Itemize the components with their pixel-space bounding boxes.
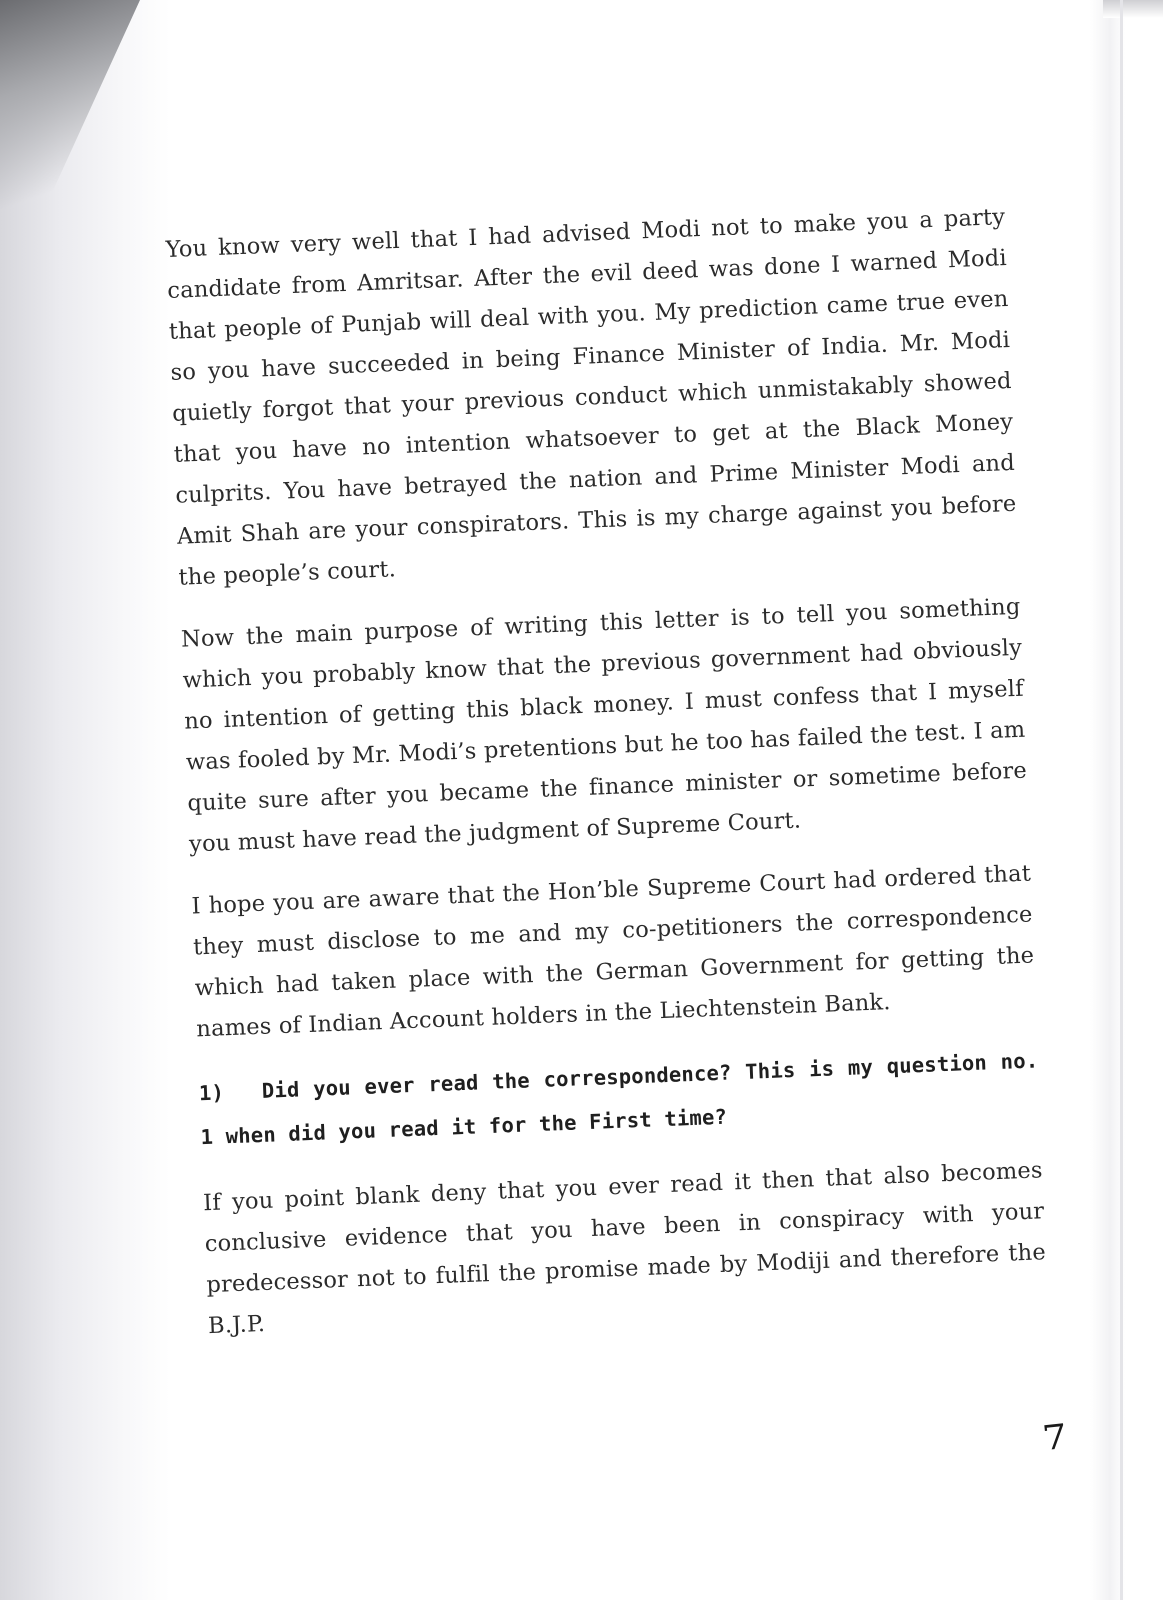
torn-corner-shadow [0,0,140,230]
paragraph-2: Now the main purpose of writing this letter is to tell you something which you probably know that the previous government had obviously no intention of getting this black money. I must confess that I myself was fooled by Mr. Modi’s pretentions but he too has failed the test. I am quite sure after you became the finance minister or sometime before you must have read the judgment of Supreme Court. [180,593,1028,858]
question-number: 1) [198,1080,225,1106]
letter-body [165,197,1049,1368]
closing-paragraph: If you point blank deny that you ever read it then that also becomes conclusive evidence that you have been in conspiracy with your predecessor not to fulfil the promise made by Modiji and therefore the B.J.P. [202,1157,1047,1340]
page-number: 7 [1040,1416,1070,1460]
page-fold [1103,0,1163,18]
question-1 [198,1038,1041,1159]
question-text: Did you ever read the correspondence? This is my question no. 1 when did you read it for the First time? [200,1048,1039,1150]
paragraph-3: I hope you are aware that the Hon’ble Supreme Court had ordered that they must disclose to me and my co-petitioners the correspondence which had taken place with the German Government for getting the names of Indian Account holders in the Liechtenstein Bank. [191,860,1035,1043]
paragraph-1: You know very well that I had advised Modi not to make you a party candidate from Amritsar. After the evil deed was done I warned Modi that people of Punjab will deal with you. My prediction came true even so you have succeeded in being Finance Minister of India. Mr. Modi quietly forgot that your previous conduct which unmistakably showed that you have no intention whatsoever to get at the Black Money culprits. You have betrayed the nation and Prime Minister Modi and Amit Shah are your conspirators. This is my charge against you before the people’s court. [165,204,1017,591]
page-edge [1120,0,1123,1600]
